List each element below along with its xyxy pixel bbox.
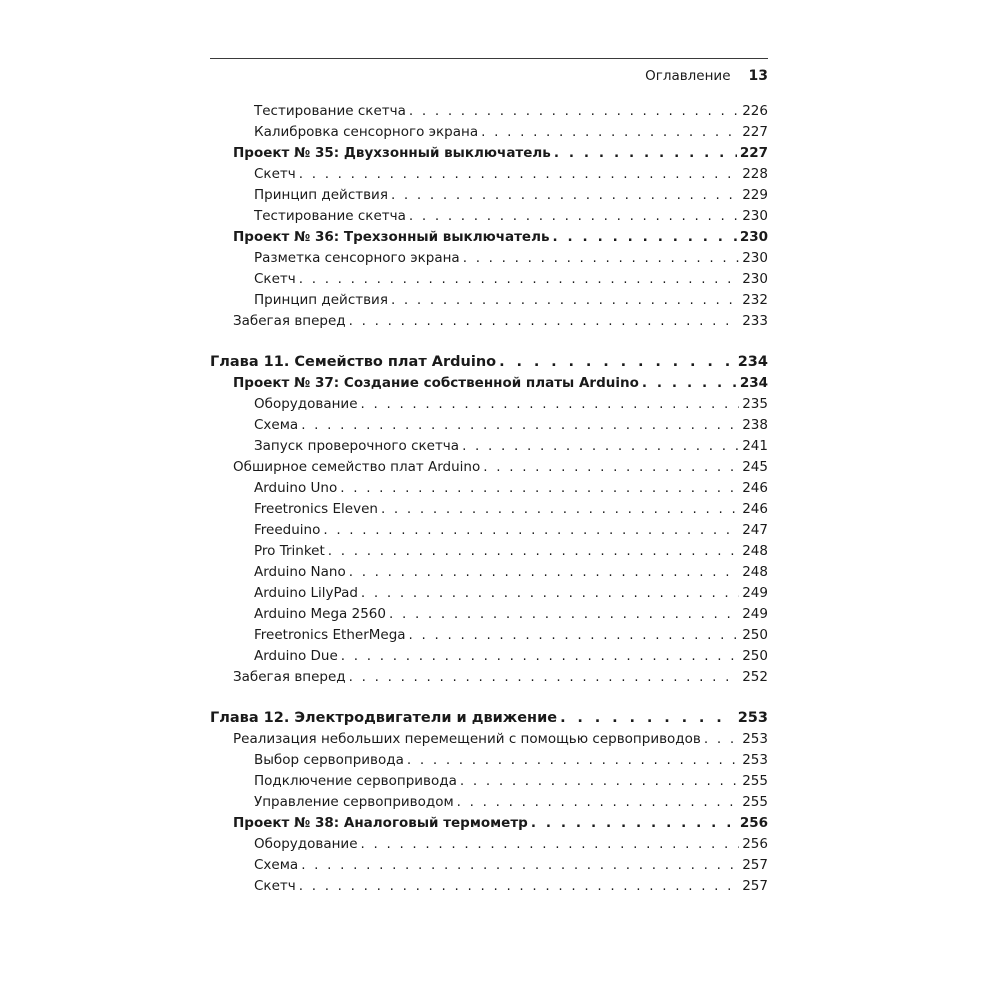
toc-entry-title: Глава 11. Семейство плат Arduino [210,354,497,370]
toc-entry-page: 248 [742,543,768,559]
toc-entry [210,373,768,394]
dot-leader [299,164,739,185]
toc-entry-title: Оборудование [254,836,358,852]
toc-entry-title: Arduino Uno [254,480,338,496]
toc-entry-page: 253 [737,710,768,726]
dot-leader [463,248,740,269]
dot-leader [328,541,739,562]
toc-entry-title: Запуск проверочного скетча [254,438,460,454]
toc-entry-title: Принцип действия [254,187,388,203]
toc-entry-title: Скетч [254,271,296,287]
dot-leader [554,143,737,164]
toc-entry [210,206,768,227]
toc-entry [210,269,768,290]
toc-entry-title: Разметка сенсорного экрана [254,250,460,266]
toc-entry-page: 257 [742,878,768,894]
toc-entry [210,707,768,729]
dot-leader [341,646,739,667]
toc-entry [210,541,768,562]
dot-leader [483,457,739,478]
toc-entry-page: 246 [742,501,768,517]
toc-entry [210,101,768,122]
dot-leader [704,729,739,750]
toc-entry-title: Реализация небольших перемещений с помощью сервоприводов [233,731,701,747]
toc-entry-page: 230 [742,208,768,224]
toc-entry-title: Принцип действия [254,292,388,308]
toc-entry-page: 248 [742,564,768,580]
toc-entry-page: 233 [742,313,768,329]
dot-leader [323,520,739,541]
toc-entry-title: Скетч [254,166,296,182]
toc-entry-page: 234 [739,375,768,391]
toc-entry [210,750,768,771]
toc-entry [210,311,768,332]
page-number: 13 [748,68,768,84]
dot-leader [409,206,739,227]
dot-leader [409,625,740,646]
toc-entry [210,604,768,625]
dot-leader [407,750,739,771]
toc-entry [210,876,768,897]
toc-entry-title: Забегая вперед [233,669,346,685]
toc-entry-title: Проект № 37: Создание собственной платы Arduino [233,375,639,391]
toc-entry-page: 227 [742,124,768,140]
toc-entry-page: 235 [742,396,768,412]
toc-entry-title: Freeduino [254,522,321,538]
toc-entry-title: Тестирование скетча [254,103,406,119]
toc-entry-title: Управление сервоприводом [254,794,454,810]
book-page [210,58,768,897]
toc-entry-title: Забегая вперед [233,313,346,329]
toc-entry-page: 245 [742,459,768,475]
toc-entry-title: Проект № 36: Трехзонный выключатель [233,229,550,245]
toc-section-ch11 [210,351,768,688]
toc-entry-page: 249 [742,606,768,622]
dot-leader [391,290,739,311]
toc-entry-title: Arduino Mega 2560 [254,606,386,622]
toc-entry-title: Выбор сервопривода [254,752,404,768]
toc-entry-title: Проект № 38: Аналоговый термометр [233,815,528,831]
toc-entry-page: 250 [742,627,768,643]
toc-entry-page: 228 [742,166,768,182]
toc-entry [210,583,768,604]
toc-entry-title: Freetronics EtherMega [254,627,406,643]
toc-entry-page: 253 [742,752,768,768]
dot-leader [299,876,739,897]
toc-entry-page: 230 [742,271,768,287]
toc-entry-page: 247 [742,522,768,538]
toc-entry-page: 230 [739,229,768,245]
dot-leader [361,834,740,855]
toc-entry [210,478,768,499]
toc-entry-title: Arduino Due [254,648,338,664]
dot-leader [389,604,739,625]
dot-leader [499,351,735,373]
toc-entry-page: 230 [742,250,768,266]
toc-entry-title: Схема [254,417,299,433]
header-title: Оглавление [645,68,731,84]
dot-leader [460,771,739,792]
dot-leader [642,373,737,394]
toc-entry [210,667,768,688]
toc-entry-page: 250 [742,648,768,664]
toc-entry [210,351,768,373]
toc-entry-title: Проект № 35: Двухзонный выключатель [233,145,551,161]
dot-leader [349,667,740,688]
dot-leader [361,394,740,415]
toc-entry [210,729,768,750]
toc-entry-page: 241 [742,438,768,454]
toc-entry-page: 249 [742,585,768,601]
dot-leader [457,792,740,813]
toc-entry-page: 227 [739,145,768,161]
toc-entry-title: Тестирование скетча [254,208,406,224]
toc-entry-page: 255 [742,794,768,810]
toc-entry-title: Оборудование [254,396,358,412]
toc-entry-page: 229 [742,187,768,203]
toc-entry-title: Схема [254,857,299,873]
toc-entry [210,499,768,520]
toc-entry-title: Freetronics Eleven [254,501,378,517]
toc-entry-page: 256 [739,815,768,831]
toc-entry [210,436,768,457]
dot-leader [391,185,739,206]
toc-entry [210,813,768,834]
toc-entry [210,394,768,415]
dot-leader [481,122,739,143]
running-header [210,59,768,91]
toc-entry-title: Pro Trinket [254,543,325,559]
dot-leader [349,311,740,332]
toc-entry-page: 256 [742,836,768,852]
toc-entry-title: Подключение сервопривода [254,773,457,789]
toc-entry [210,185,768,206]
toc-entry [210,457,768,478]
toc-section-ch12 [210,707,768,897]
toc-entry-title: Arduino LilyPad [254,585,358,601]
toc-entry-title: Обширное семейство плат Arduino [233,459,481,475]
toc-entry-page: 253 [742,731,768,747]
dot-leader [340,478,739,499]
dot-leader [553,227,737,248]
toc-entry [210,122,768,143]
dot-leader [560,707,735,729]
dot-leader [409,101,739,122]
toc-entry-page: 252 [742,669,768,685]
dot-leader [361,583,739,604]
dot-leader [301,415,739,436]
toc-entry-page: 226 [742,103,768,119]
toc-entry [210,290,768,311]
toc-entry [210,248,768,269]
dot-leader [531,813,737,834]
toc-entry [210,792,768,813]
toc-entry [210,855,768,876]
toc-entry-page: 257 [742,857,768,873]
toc-entry-title: Arduino Nano [254,564,346,580]
dot-leader [301,855,739,876]
toc-entry-title: Калибровка сенсорного экрана [254,124,479,140]
toc-entry [210,520,768,541]
dot-leader [462,436,739,457]
toc-entry-page: 246 [742,480,768,496]
toc-entry-page: 232 [742,292,768,308]
toc-entry [210,562,768,583]
toc-entry [210,415,768,436]
toc-entry [210,227,768,248]
toc-entry [210,143,768,164]
toc-entry [210,646,768,667]
toc-entry-title: Глава 12. Электродвигатели и движение [210,710,558,726]
toc-entry [210,834,768,855]
toc-entry-page: 255 [742,773,768,789]
toc-entry-page: 234 [737,354,768,370]
dot-leader [381,499,739,520]
dot-leader [349,562,740,583]
toc-section-ch10-tail [210,101,768,332]
toc-entry [210,771,768,792]
dot-leader [299,269,739,290]
toc-entry [210,625,768,646]
toc-entry-title: Скетч [254,878,296,894]
toc-entry [210,164,768,185]
toc-entry-page: 238 [742,417,768,433]
